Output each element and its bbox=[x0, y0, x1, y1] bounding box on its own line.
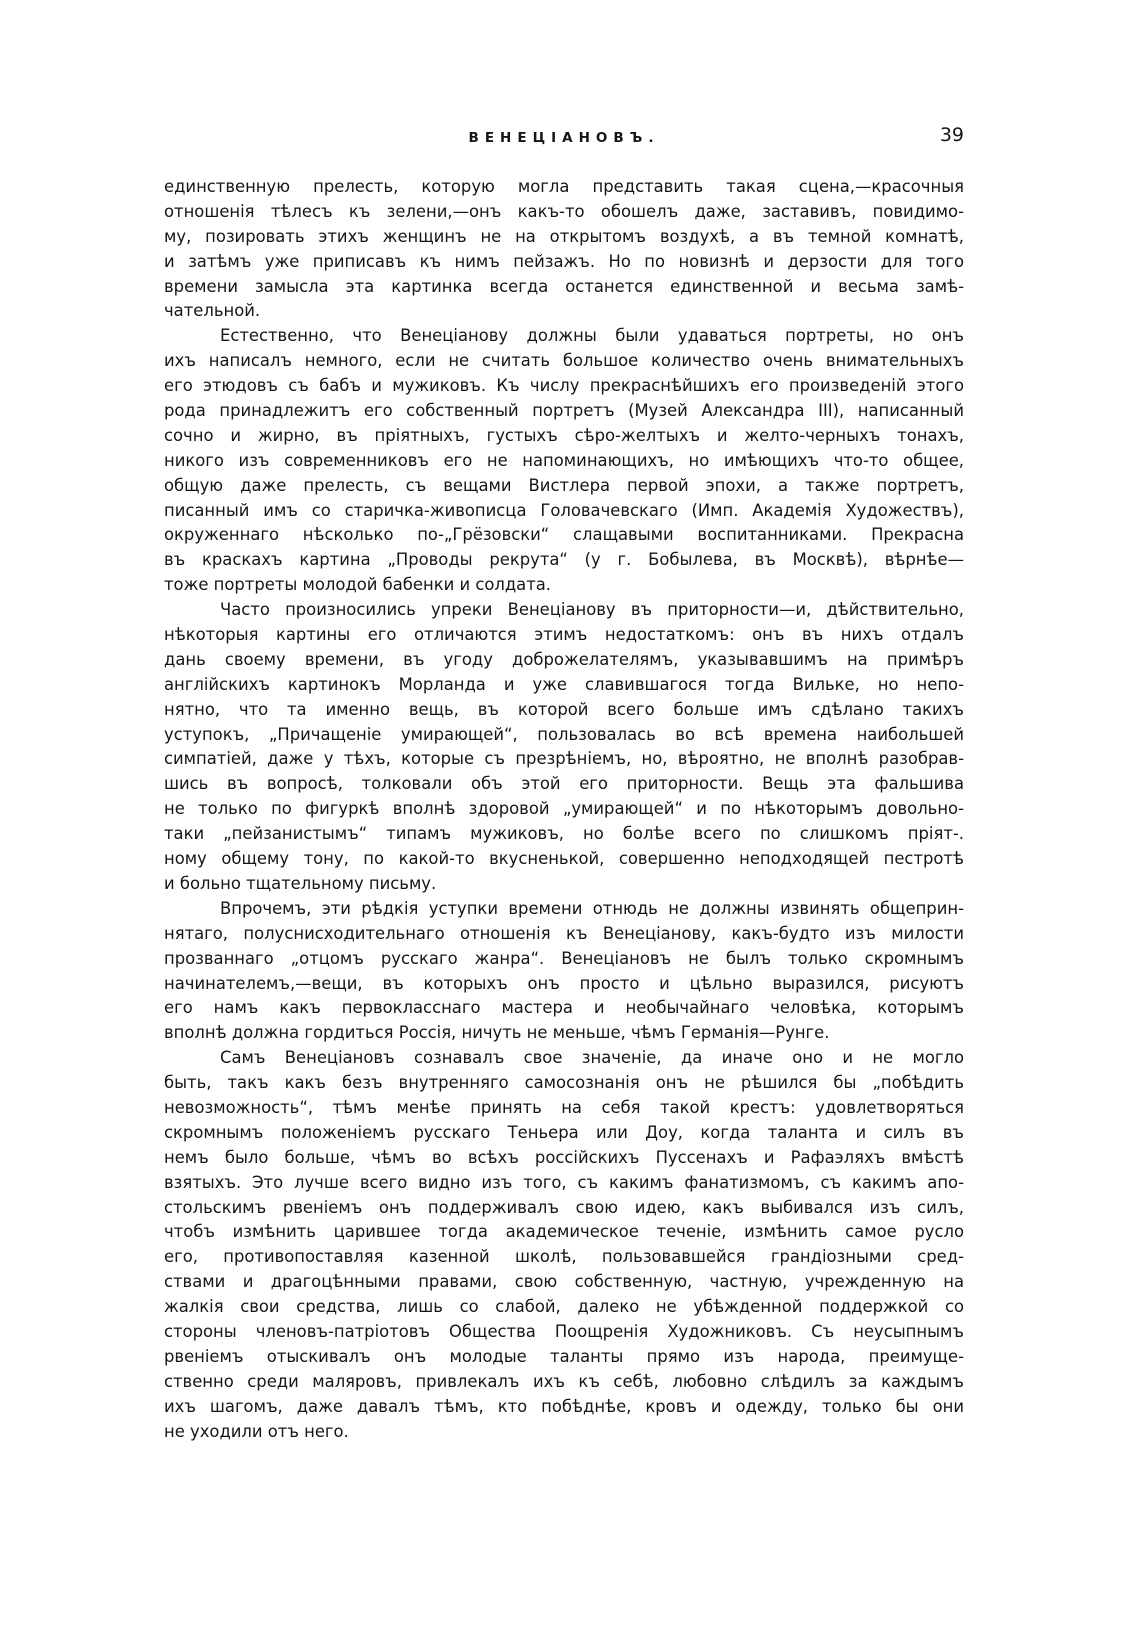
text-line: Самъ Венеціановъ сознавалъ свое значеніе, да иначе оно и не могло bbox=[220, 1048, 964, 1068]
text-line: единственную прелесть, которую могла представить такая сцена,—красочныя bbox=[164, 177, 964, 196]
running-head bbox=[164, 124, 964, 154]
text-line: ному общему тону, по какой-то вкусненькой, совершенно неподходящей пестротѣ bbox=[164, 849, 964, 869]
text-line: стольскимъ рвеніемъ онъ поддерживалъ свою идею, какъ выбивался изъ силъ, bbox=[164, 1197, 964, 1217]
text-line: его, противопоставляя казенной школѣ, пользовавшейся грандіозными сред- bbox=[164, 1247, 964, 1267]
text-line: времени замысла эта картинка всегда останется единственной и весьма замѣ- bbox=[164, 276, 964, 296]
text-line: нятно, что та именно вещь, въ которой всего больше имъ сдѣлано такихъ bbox=[164, 699, 964, 719]
text-line: тоже портреты молодой бабенки и солдата. bbox=[164, 575, 552, 595]
text-line: шись въ вопросѣ, толковали объ этой его приторности. Вещь эта фальшива bbox=[164, 774, 964, 794]
text-line: въ краскахъ картина „Проводы рекрута“ (у г. Бобылева, въ Москвѣ), вѣрнѣе— bbox=[164, 550, 964, 570]
text-line: ственно среди маляровъ, привлекалъ ихъ къ себѣ, любовно слѣдилъ за каждымъ bbox=[164, 1371, 964, 1391]
paragraph bbox=[164, 598, 964, 897]
paragraph bbox=[164, 324, 964, 598]
text-line: быть, такъ какъ безъ внутренняго самосознанія онъ не рѣшился бы „побѣдить bbox=[164, 1073, 964, 1093]
text-line: дань своему времени, въ угоду доброжелателямъ, указывавшимъ на примѣръ bbox=[164, 649, 964, 669]
text-line: и затѣмъ уже приписавъ къ нимъ пейзажъ. Но по новизнѣ и дерзости для того bbox=[164, 251, 964, 271]
text-line: рода принадлежитъ его собственный портретъ (Музей Александра III), написанный bbox=[164, 401, 964, 421]
text-line: му, позировать этихъ женщинъ не на открытомъ воздухѣ, а въ темной комнатѣ, bbox=[164, 226, 964, 246]
paragraph bbox=[164, 897, 964, 1046]
text-line: англійскихъ картинокъ Морланда и уже славившагося тогда Вильке, но непо- bbox=[164, 674, 964, 694]
text-line: рвеніемъ отыскивалъ онъ молодые таланты прямо изъ народа, преимуще- bbox=[164, 1346, 964, 1366]
text-line: стороны членовъ-патріотовъ Общества Поощренія Художниковъ. Съ неусыпнымъ bbox=[164, 1321, 964, 1341]
text-line: его намъ какъ первокласснаго мастера и необычайнаго человѣка, которымъ bbox=[164, 998, 964, 1018]
text-line: отношенія тѣлесъ къ зелени,—онъ какъ-то обошелъ даже, заставивъ, повидимо- bbox=[164, 201, 964, 221]
body-text bbox=[164, 175, 964, 1444]
paragraph bbox=[164, 175, 964, 324]
text-line: жалкія свои средства, лишь со слабой, далеко не убѣжденной поддержкой со bbox=[164, 1297, 964, 1317]
text-line: его этюдовъ съ бабъ и мужиковъ. Къ числу прекраснѣйшихъ его произведеній этого bbox=[164, 376, 964, 396]
text-line: таки „пейзанистымъ“ типамъ мужиковъ, но болѣе всего по слишкомъ пріят-. bbox=[164, 824, 964, 844]
text-line: взятыхъ. Это лучше всего видно изъ того, съ какимъ фанатизмомъ, съ какимъ апо- bbox=[164, 1172, 964, 1192]
text-line: скромнымъ положеніемъ русскаго Теньера или Доу, когда таланта и силъ въ bbox=[164, 1122, 964, 1142]
text-line: сочно и жирно, въ пріятныхъ, густыхъ сѣро-желтыхъ и желто-черныхъ тонахъ, bbox=[164, 425, 964, 445]
text-line: невозможность“, тѣмъ менѣе принять на себя такой крестъ: удовлетворяться bbox=[164, 1097, 964, 1117]
page-number: 39 bbox=[939, 124, 964, 146]
text-line: и больно тщательному письму. bbox=[164, 873, 437, 893]
text-line: чтобъ измѣнить царившее тогда академическое теченіе, измѣнить самое русло bbox=[164, 1222, 964, 1242]
text-line: ствами и драгоцѣнными правами, свою собственную, частную, учрежденную на bbox=[164, 1272, 964, 1292]
running-title: ВЕНЕЦІАНОВЪ. bbox=[468, 130, 660, 146]
text-line: никого изъ современниковъ его не напоминающихъ, но имѣющихъ что-то общее, bbox=[164, 450, 964, 470]
text-line: не уходили отъ него. bbox=[164, 1421, 349, 1441]
text-line: не только по фигуркѣ вполнѣ здоровой „умирающей“ и по нѣкоторымъ довольно- bbox=[164, 799, 964, 819]
text-line: нѣкоторыя картины его отличаются этимъ недостаткомъ: онъ въ нихъ отдалъ bbox=[164, 625, 964, 645]
text-line: ихъ написалъ немного, если не считать большое количество очень внимательныхъ bbox=[164, 351, 964, 371]
text-line: уступокъ, „Причащеніе умирающей“, пользовалась во всѣ времена наибольшей bbox=[164, 724, 964, 744]
text-line: Впрочемъ, эти рѣдкія уступки времени отнюдь не должны извинять общеприн- bbox=[220, 898, 964, 918]
text-line: симпатіей, даже у тѣхъ, которые съ презрѣніемъ, но, вѣроятно, не вполнѣ разобрав- bbox=[164, 749, 964, 769]
paragraph bbox=[164, 1046, 964, 1444]
text-line: общую даже прелесть, съ вещами Вистлера первой эпохи, а также портретъ, bbox=[164, 475, 964, 495]
text-line: чательной. bbox=[164, 301, 261, 321]
text-line: нятаго, полуснисходительнаго отношенія къ Венеціанову, какъ-будто изъ милости bbox=[164, 923, 964, 943]
text-line: окруженнаго нѣсколько по-„Грёзовски“ слащавыми воспитанниками. Прекрасна bbox=[164, 525, 964, 545]
text-line: Естественно, что Венеціанову должны были удаваться портреты, но онъ bbox=[220, 326, 964, 346]
text-line: немъ было больше, чѣмъ во всѣхъ россійскихъ Пуссенахъ и Рафаэляхъ вмѣстѣ bbox=[164, 1147, 964, 1167]
text-line: писанный имъ со старичка-живописца Головачевскаго (Имп. Академія Художествъ), bbox=[164, 500, 964, 520]
text-line: Часто произносились упреки Венеціанову въ приторности—и, дѣйствительно, bbox=[220, 600, 964, 620]
text-line: начинателемъ,—вещи, въ которыхъ онъ просто и цѣльно выразился, рисуютъ bbox=[164, 973, 964, 993]
text-line: ихъ шагомъ, даже давалъ тѣмъ, кто побѣднѣе, кровъ и одежду, только бы они bbox=[164, 1396, 964, 1416]
text-line: вполнѣ должна гордиться Россія, ничуть не меньше, чѣмъ Германія—Рунге. bbox=[164, 1023, 830, 1043]
text-line: прозваннаго „отцомъ русскаго жанра“. Венеціановъ не былъ только скромнымъ bbox=[164, 948, 964, 968]
